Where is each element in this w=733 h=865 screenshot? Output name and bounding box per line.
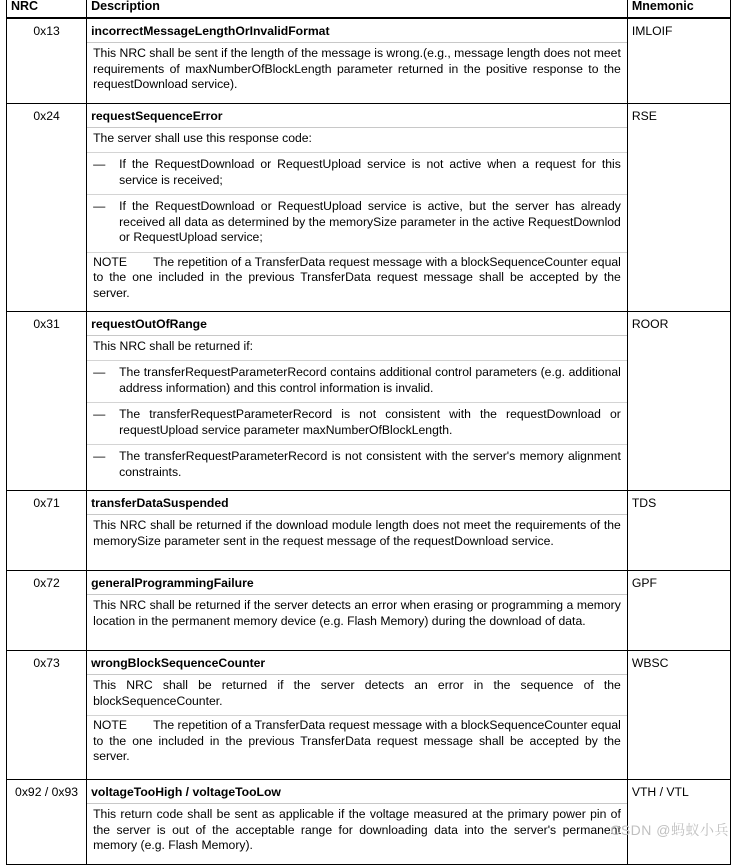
list-item: — If the RequestDownload or RequestUpload service is not active when a request for this service is received; <box>87 152 627 188</box>
watermark: CSDN @蚂蚁小兵 <box>610 822 729 838</box>
nrc-code: 0x73 <box>33 656 60 670</box>
nrc-code: 0x31 <box>33 316 60 331</box>
nrc-description: This NRC shall be returned if the server detects an error in the sequence of the blockSequenceCounter. <box>93 678 621 708</box>
header-description: Description <box>91 0 160 13</box>
bullet-dash: — <box>93 365 106 379</box>
nrc-intro: This NRC shall be returned if: <box>93 338 253 353</box>
table-header-row <box>7 0 731 18</box>
note-label: NOTE <box>93 254 127 269</box>
nrc-name: wrongBlockSequenceCounter <box>87 651 627 675</box>
nrc-mnemonic: ROOR <box>631 316 669 331</box>
table-row <box>7 651 731 780</box>
bullet-dash: — <box>93 449 106 463</box>
nrc-table <box>6 0 731 865</box>
nrc-note <box>93 253 621 302</box>
note-label: NOTE <box>93 718 127 732</box>
nrc-name: voltageTooHigh / voltageTooLow <box>87 780 627 804</box>
table-row <box>7 18 731 103</box>
nrc-mnemonic: VTH / VTL <box>631 785 689 799</box>
header-cell-description <box>87 0 628 18</box>
bullet-dash: — <box>93 407 106 421</box>
nrc-description: This NRC shall be returned if the download module length does not meet the requirements of the memorySize parameter sent in the request message of the requestDownload service. <box>93 518 621 548</box>
nrc-description: This NRC shall be sent if the length of the message is wrong.(e.g., message length does not meet requirements of maxNumberOfBlockLength parameter returned in the positive response to the requestDownload service). <box>93 46 621 91</box>
list-item: — The transferRequestParameterRecord contains additional control parameters (e.g. additional address information) and this control information is invalid. <box>87 360 627 396</box>
nrc-code: 0x92 / 0x93 <box>15 785 79 799</box>
nrc-mnemonic: WBSC <box>631 656 669 670</box>
bullet-dash: — <box>93 199 106 213</box>
header-nrc: NRC <box>11 0 39 13</box>
nrc-description: This return code shall be sent as applicable if the voltage measured at the primary power pin of the server is out of the acceptable range for downloading data into the server's permanent memory (e.g. Flash Memory). <box>93 807 621 852</box>
list-item: — If the RequestDownload or RequestUpload service is active, but the server has already received all data as determined by the memorySize parameter in the active RequestDownlod or RequestUpload service; <box>87 194 627 246</box>
nrc-name: generalProgrammingFailure <box>87 571 627 595</box>
nrc-description: This NRC shall be returned if the server detects an error when erasing or programming a memory location in the permanent memory device (e.g. Flash Memory) during the download of data. <box>93 598 621 628</box>
nrc-note <box>93 716 621 765</box>
list-item: — The transferRequestParameterRecord is not consistent with the requestDownload or requestUpload service parameter maxNumberOfBlockLength. <box>87 402 627 438</box>
header-cell-nrc <box>7 0 87 18</box>
note-text: The repetition of a TransferData request message with a blockSequenceCounter equal to the one included in the previous TransferData request message shall be accepted by the server. <box>93 718 621 763</box>
table-row <box>7 103 731 311</box>
table-row <box>7 491 731 571</box>
note-text: The repetition of a TransferData request message with a blockSequenceCounter equal to the one included in the previous TransferData request message shall be accepted by the server. <box>93 254 621 300</box>
nrc-mnemonic: RSE <box>631 108 657 123</box>
header-mnemonic: Mnemonic <box>631 0 694 13</box>
nrc-code: 0x71 <box>33 496 60 510</box>
nrc-name: incorrectMessageLengthOrInvalidFormat <box>87 19 627 43</box>
nrc-name: requestSequenceError <box>87 104 627 128</box>
header-cell-mnemonic <box>627 0 730 18</box>
nrc-mnemonic: GPF <box>631 576 657 590</box>
nrc-mnemonic: TDS <box>631 496 657 510</box>
nrc-intro: The server shall use this response code: <box>93 130 312 145</box>
table-row <box>7 571 731 651</box>
nrc-name: transferDataSuspended <box>87 491 627 515</box>
list-item: — The transferRequestParameterRecord is not consistent with the server's memory alignment constraints. <box>87 444 627 480</box>
nrc-mnemonic: IMLOIF <box>631 24 673 38</box>
nrc-code: 0x13 <box>33 24 60 38</box>
table-row <box>7 311 731 491</box>
nrc-name: requestOutOfRange <box>87 312 627 336</box>
bullet-dash: — <box>93 157 106 171</box>
nrc-code: 0x72 <box>33 576 60 590</box>
nrc-code: 0x24 <box>33 108 60 123</box>
